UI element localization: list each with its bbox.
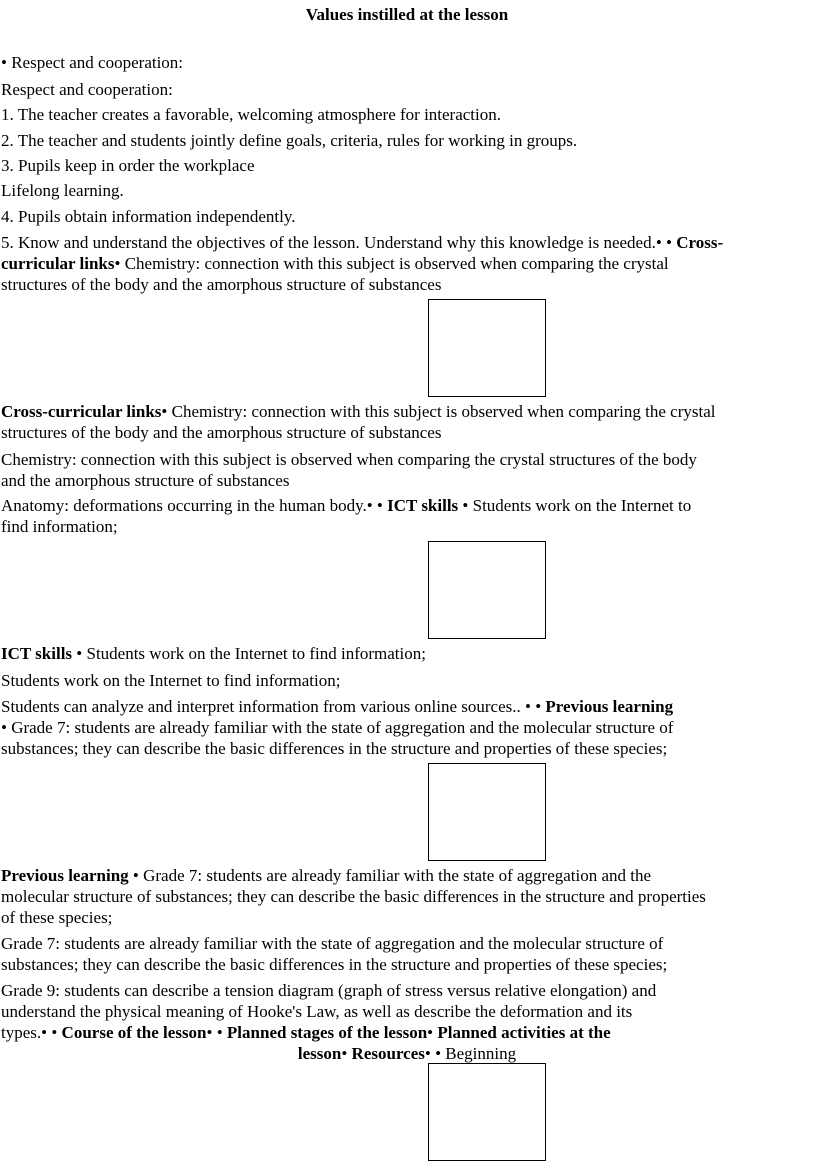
ict-line-5: substances; they can describe the basic differences in the structure and properties of these species; <box>1 739 668 758</box>
ict-line-3: Students can analyze and interpret information from various online sources.. • • Previous learning <box>1 697 674 716</box>
anatomy-line-1: Anatomy: deformations occurring in the human body.• • ICT skills • Students work on the Internet to <box>1 496 692 515</box>
grade7-line-2: substances; they can describe the basic differences in the structure and properties of these species; <box>1 955 668 974</box>
previous-line-3: of these species; <box>1 908 113 927</box>
chemistry-line-1: Chemistry: connection with this subject is observed when comparing the crystal structures of the body <box>1 450 697 469</box>
chemistry-line-2: and the amorphous structure of substances <box>1 471 290 490</box>
values-item-2: 2. The teacher and students jointly define goals, criteria, rules for working in groups. <box>1 131 578 150</box>
values-item-5-line-2: curricular links• Chemistry: connection with this subject is observed when comparing the crystal <box>1 254 669 273</box>
previous-line-1: Previous learning • Grade 7: students are already familiar with the state of aggregation and the <box>1 866 652 885</box>
values-heading: Respect and cooperation: <box>1 80 173 99</box>
ict-line-2: Students work on the Internet to find information; <box>1 671 341 690</box>
image-placeholder-2 <box>428 541 546 639</box>
image-placeholder-4 <box>428 1063 546 1161</box>
values-item-3: 3. Pupils keep in order the workplace <box>1 156 255 175</box>
values-bullet-heading: • Respect and cooperation: <box>1 53 184 72</box>
grade7-line-1: Grade 7: students are already familiar with the state of aggregation and the molecular structure of <box>1 934 664 953</box>
image-placeholder-1 <box>428 299 546 397</box>
cross-line-2: structures of the body and the amorphous structure of substances <box>1 423 442 442</box>
values-item-1: 1. The teacher creates a favorable, welcoming atmosphere for interaction. <box>1 105 502 124</box>
previous-line-2: molecular structure of substances; they can describe the basic differences in the structure and properties <box>1 887 706 906</box>
values-item-4: 4. Pupils obtain information independently. <box>1 207 296 226</box>
values-lifelong: Lifelong learning. <box>1 181 124 200</box>
page-title: Values instilled at the lesson <box>305 5 509 24</box>
grade9-line-4: lesson• Resources• • Beginning <box>297 1044 517 1063</box>
cross-line-1: Cross-curricular links• Chemistry: connection with this subject is observed when comparing the crystal <box>1 402 716 421</box>
ict-line-4: • Grade 7: students are already familiar with the state of aggregation and the molecular structure of <box>1 718 674 737</box>
ict-line-1: ICT skills • Students work on the Internet to find information; <box>1 644 426 663</box>
grade9-line-2: understand the physical meaning of Hooke's Law, as well as describe the deformation and its <box>1 1002 633 1021</box>
grade9-line-3: types.• • Course of the lesson• • Planned stages of the lesson• Planned activities at the <box>1 1023 611 1042</box>
grade9-line-1: Grade 9: students can describe a tension diagram (graph of stress versus relative elongation) and <box>1 981 657 1000</box>
values-item-5-line-3: structures of the body and the amorphous structure of substances <box>1 275 442 294</box>
values-item-5-line-1: 5. Know and understand the objectives of the lesson. Understand why this knowledge is needed.• • Cross- <box>1 233 724 252</box>
anatomy-line-2: find information; <box>1 517 118 536</box>
image-placeholder-3 <box>428 763 546 861</box>
